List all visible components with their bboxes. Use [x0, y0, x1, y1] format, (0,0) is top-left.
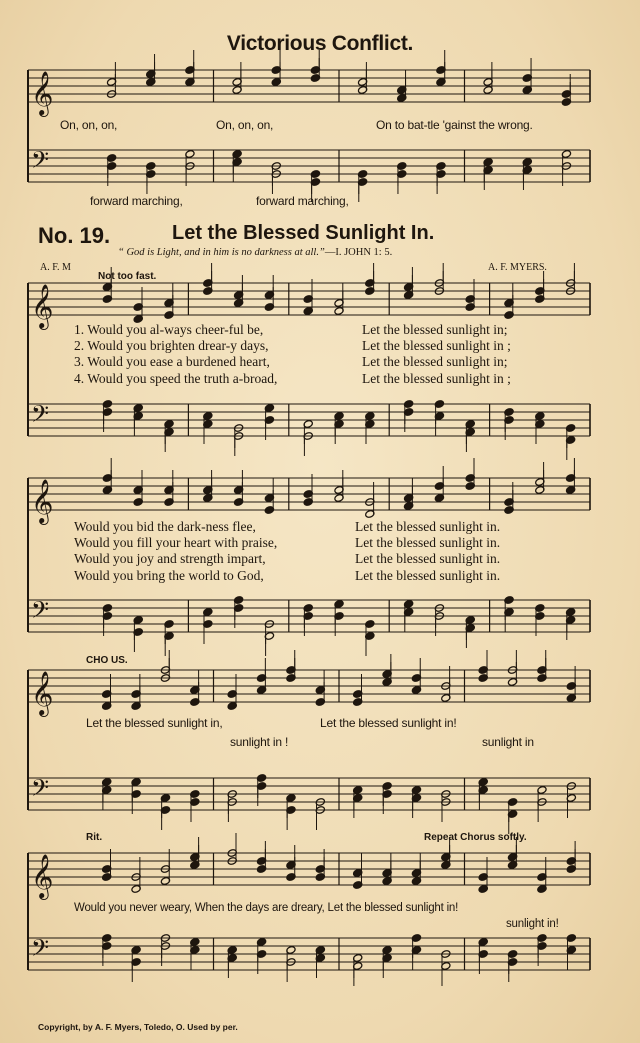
bass-clef: 𝄢 — [31, 596, 50, 629]
lyric-forward-1: forward marching, — [90, 194, 183, 208]
verse-1-line-2: Would you bid the dark-ness flee, — [74, 519, 256, 534]
refrain-4-line-2: Let the blessed sunlight in. — [355, 567, 501, 583]
repeat-chorus-label: Repeat Chorus softly. — [424, 832, 527, 843]
verse-3-line-2: Would you joy and strength impart, — [74, 551, 266, 567]
verse-4-line-2: Would you bring the world to God, — [74, 567, 264, 583]
refrain-4-line-1: Let the blessed sunlight in ; — [362, 370, 511, 386]
lyric-on-1: On, on, on, — [60, 118, 118, 132]
tempo-marking: Not too fast. — [98, 271, 157, 282]
lyric-on-2: On, on, on, — [216, 118, 274, 132]
bass-clef: 𝄢 — [31, 934, 50, 967]
words-by: A. F. M — [40, 262, 71, 273]
epigraph — [118, 247, 392, 258]
verse-3-line-1: 3. Would you ease a burdened heart, — [74, 354, 270, 370]
lyric-on-3: On to bat-tle 'gainst the wrong. — [376, 118, 533, 132]
verse-2-line-2: Would you fill your heart with praise, — [74, 535, 278, 551]
ritardando-label: Rit. — [86, 832, 103, 843]
refrain-3-line-2: Let the blessed sunlight in. — [355, 551, 501, 567]
lyric-forward-2: forward marching, — [256, 194, 349, 208]
refrain-3-line-1: Let the blessed sunlight in; — [362, 354, 508, 370]
treble-clef: 𝄞 — [31, 71, 54, 115]
epigraph-quote: “ God is Light, and in him is no darkness at all.” — [118, 247, 325, 258]
refrain-line-2 — [355, 519, 500, 584]
chorus-label: CHO US. — [86, 655, 128, 666]
verses-line-1 — [74, 322, 277, 387]
verse-4-line-1: 4. Would you speed the truth a-broad, — [74, 370, 278, 386]
verses-line-2 — [74, 519, 277, 584]
final-line: Would you never weary, When the days are dreary, Let the blessed sunlight in! — [74, 902, 459, 914]
refrain-line-1 — [362, 322, 511, 387]
previous-hymn-title: Victorious Conflict. — [226, 32, 414, 55]
verse-2-line-1: 2. Would you brighten drear-y days, — [74, 338, 269, 354]
chorus-echo-1: sunlight in ! — [230, 735, 289, 749]
bass-clef: 𝄢 — [31, 146, 50, 179]
treble-clef: 𝄞 — [31, 854, 54, 898]
chorus-line-2: Let the blessed sunlight in! — [320, 716, 457, 730]
refrain-2-line-1: Let the blessed sunlight in ; — [362, 338, 511, 354]
treble-clef: 𝄞 — [31, 479, 54, 523]
treble-clef: 𝄞 — [31, 284, 54, 328]
bass-clef: 𝄢 — [31, 400, 50, 433]
copyright-notice: Copyright, by A. F. Myers, Toledo, O. Used by per. — [38, 1022, 238, 1032]
epigraph-reference: —I. JOHN 1: 5. — [324, 247, 393, 258]
hymn-title: Let the Blessed Sunlight In. — [172, 222, 435, 244]
hymn-number: No. 19. — [38, 223, 111, 248]
chorus-echo-2: sunlight in — [482, 735, 534, 749]
refrain-2-line-2: Let the blessed sunlight in. — [355, 535, 501, 551]
chorus-line-1: Let the blessed sunlight in, — [86, 716, 223, 730]
music-by: A. F. MYERS. — [488, 262, 547, 273]
refrain-1-line-2: Let the blessed sunlight in. — [355, 519, 501, 534]
refrain-1-line-1: Let the blessed sunlight in; — [362, 322, 508, 337]
verse-1-line-1: 1. Would you al-ways cheer-ful be, — [74, 322, 264, 337]
final-echo: sunlight in! — [506, 918, 559, 930]
bass-clef: 𝄢 — [31, 774, 50, 807]
treble-clef: 𝄞 — [31, 671, 54, 715]
